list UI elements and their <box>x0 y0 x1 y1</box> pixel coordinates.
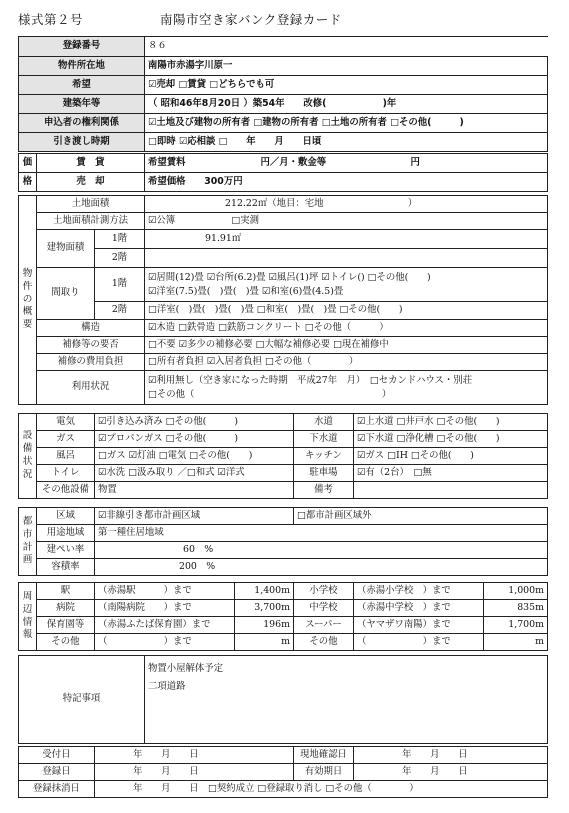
location-label: 物件所在地 <box>19 57 145 76</box>
price-side-2: 格 <box>19 173 37 192</box>
toilet-value: ☑水洗 □汲み取り ／□和式 ☑洋式 <box>95 465 294 482</box>
valid-date-label: 有効期日 <box>294 764 354 781</box>
repair-value: □不要 ☑多少の補修必要 □大幅な補修必要 □現在補修中 <box>145 337 548 354</box>
zone-value: ☑非線引き都市計画区域 <box>95 508 294 525</box>
water-label: 水道 <box>294 414 354 431</box>
surr-distance-left: 1,400m <box>235 583 294 600</box>
built-value: （ 昭和46年8月20日 ）築54年 改修( )年 <box>145 95 548 114</box>
equipment-section <box>18 413 548 499</box>
zone-value-2: □都市計画区域外 <box>294 508 548 525</box>
surr-place-right: （赤湯中学校 ）まで <box>354 600 484 617</box>
note-value <box>354 482 548 499</box>
cost-value: □所有者負担 ☑入居者負担 □その他（ ） <box>145 354 548 371</box>
gas-value: ☑プロパンガス □その他( ) <box>95 431 294 448</box>
bldg-area-label: 建物面積 <box>37 230 95 268</box>
page-title: 南陽市空き家バンク登録カード <box>160 12 342 27</box>
layout-floor1-label: 1階 <box>95 268 145 302</box>
far-value: 200 % <box>95 559 548 576</box>
surr-label-left: 駅 <box>37 583 95 600</box>
parking-label: 駐車場 <box>294 465 354 482</box>
rights-label: 申込者の権利関係 <box>19 114 145 133</box>
surr-place-left: （赤湯ふたば保育園）まで <box>95 617 235 634</box>
use-status-line-b: □その他（ ） <box>148 388 392 400</box>
cancel-date-value: 年 月 日 □契約成立 □登録取り消し □その他（ ） <box>95 781 548 798</box>
reg-date-label: 登録日 <box>19 764 95 781</box>
land-area-label: 土地面積 <box>37 196 145 213</box>
reg-no-label: 登録番号 <box>19 37 145 57</box>
surr-label-right: 中学校 <box>294 600 354 617</box>
bcr-label: 建ぺい率 <box>37 542 95 559</box>
sewer-label: 下水道 <box>294 431 354 448</box>
special-section <box>18 655 548 744</box>
price-section <box>18 153 548 192</box>
far-label: 容積率 <box>37 559 95 576</box>
sale-label: 売 却 <box>37 173 145 192</box>
surr-distance-right: 1,000m <box>484 583 548 600</box>
bath-label: 風呂 <box>37 448 95 465</box>
top-section <box>18 36 548 152</box>
sale-value: 希望価格 300万円 <box>145 173 548 192</box>
bcr-value: 60 % <box>95 542 548 559</box>
handover-value: □即時 ☑応相談 □ 年 月 日頃 <box>145 133 548 152</box>
surr-distance-right: 835m <box>484 600 548 617</box>
surroundings-section <box>18 582 548 651</box>
use-status-value <box>145 371 548 405</box>
layout-floor2-label: 2階 <box>95 302 145 320</box>
use-zone-label: 用途地域 <box>37 525 95 542</box>
rights-value: ☑土地及び建物の所有者 □建物の所有者 □土地の所有者 □その他( ) <box>145 114 548 133</box>
cost-label: 補修の費用負担 <box>37 354 145 371</box>
rent-value: 希望賃料 円／月・敷金等 円 <box>145 154 548 173</box>
surr-distance-right: m <box>484 634 548 651</box>
bldg-floor1-value: 91.91㎡ <box>145 230 548 249</box>
location-value: 南陽市赤湯字川原一 <box>145 57 548 76</box>
wish-value: ☑売却 □賃貸 □どちらでも可 <box>145 76 548 95</box>
bldg-floor2-label: 2階 <box>95 249 145 268</box>
accept-value: 年 月 日 <box>95 747 294 764</box>
surroundings-row <box>19 600 548 617</box>
surroundings-row <box>19 634 548 651</box>
other-equip-label: その他設備 <box>37 482 95 499</box>
equipment-side: 設 備 状 況 <box>19 414 37 499</box>
toilet-label: トイレ <box>37 465 95 482</box>
reg-no-value: ８６ <box>145 37 548 57</box>
struct-label: 構造 <box>37 320 145 337</box>
surr-place-right: （ ）まで <box>354 634 484 651</box>
surr-place-right: （赤湯小学校 ）まで <box>354 583 484 600</box>
layout-label: 間取り <box>37 268 95 320</box>
city-side: 都 市 計 画 <box>19 508 37 576</box>
surr-place-right: （ヤマザワ南陽）まで <box>354 617 484 634</box>
special-line-2: 二項道路 <box>148 680 186 692</box>
other-equip-value: 物置 <box>95 482 294 499</box>
rent-label: 賃 貸 <box>37 154 145 173</box>
struct-value: ☑木造 □鉄骨造 □鉄筋コンクリート □その他（ ） <box>145 320 548 337</box>
special-label: 特記事項 <box>19 656 145 744</box>
surr-distance-left: m <box>235 634 294 651</box>
wish-label: 希望 <box>19 76 145 95</box>
layout-floor1-line-b: ☑洋室(7.5)畳( )畳( )畳 ☑和室(6)畳(4.5)畳 <box>148 285 344 297</box>
bldg-floor2-value <box>145 249 548 268</box>
surr-label-left: その他 <box>37 634 95 651</box>
use-status-line-a: ☑利用無し（空き家になった時期 平成27年 月） □セカンドハウス・別荘 <box>148 374 473 386</box>
zone-label: 区域 <box>37 508 95 525</box>
surr-place-left: （ ）まで <box>95 634 235 651</box>
kitchen-label: キッチン <box>294 448 354 465</box>
surroundings-side: 周 辺 情 報 <box>19 583 37 651</box>
elec-label: 電気 <box>37 414 95 431</box>
kitchen-value: ☑ガス □IH □その他( ) <box>354 448 548 465</box>
site-check-value: 年 月 日 <box>354 747 548 764</box>
footer-section <box>18 746 548 798</box>
reg-date-value: 年 月 日 <box>95 764 294 781</box>
surr-label-right: その他 <box>294 634 354 651</box>
site-check-label: 現地確認日 <box>294 747 354 764</box>
surr-place-left: （赤湯駅 ）まで <box>95 583 235 600</box>
sewer-value: ☑下水道 □浄化槽 □その他( ) <box>354 431 548 448</box>
parking-value: ☑有（2台） □無 <box>354 465 548 482</box>
accept-label: 受付日 <box>19 747 95 764</box>
note-label: 備考 <box>294 482 354 499</box>
surr-label-left: 保育園等 <box>37 617 95 634</box>
surr-label-right: スーパー <box>294 617 354 634</box>
handover-label: 引き渡し時期 <box>19 133 145 152</box>
price-side-1: 価 <box>19 154 37 173</box>
form-number: 様式第２号 <box>18 12 84 27</box>
city-section <box>18 507 548 576</box>
measure-label: 土地面積計測方法 <box>37 213 145 230</box>
land-area-value: 212.22㎡（地目：宅地 ） <box>145 196 548 213</box>
overview-side: 物 件 の 概 要 <box>19 196 37 405</box>
surr-label-right: 小学校 <box>294 583 354 600</box>
surr-distance-left: 3,700m <box>235 600 294 617</box>
bldg-floor1-label: 1階 <box>95 230 145 249</box>
cancel-date-label: 登録抹消日 <box>19 781 95 798</box>
surr-distance-left: 196m <box>235 617 294 634</box>
use-zone-value: 第一種住居地域 <box>95 525 548 542</box>
layout-floor2-value: □洋室( )畳( )畳( )畳 □和室( )畳( )畳 □その他( ) <box>145 302 548 320</box>
surr-place-left: （南陽病院 ）まで <box>95 600 235 617</box>
measure-value: ☑公簿 □実測 <box>145 213 548 230</box>
surroundings-row <box>19 617 548 634</box>
gas-label: ガス <box>37 431 95 448</box>
surroundings-row <box>19 583 548 600</box>
layout-floor1-value <box>145 268 548 302</box>
overview-section <box>18 195 548 405</box>
elec-value: ☑引き込み済み □その他( ) <box>95 414 294 431</box>
water-value: ☑上水道 □井戸水 □その他( ) <box>354 414 548 431</box>
bath-value: □ガス ☑灯油 □電気 □その他( ) <box>95 448 294 465</box>
surr-label-left: 病院 <box>37 600 95 617</box>
surr-distance-right: 1,700m <box>484 617 548 634</box>
special-value <box>145 656 548 744</box>
special-line-1: 物置小屋解体予定 <box>148 663 224 674</box>
repair-label: 補修等の要否 <box>37 337 145 354</box>
built-label: 建築年等 <box>19 95 145 114</box>
use-status-label: 利用状況 <box>37 371 145 405</box>
valid-date-value: 年 月 日 <box>354 764 548 781</box>
layout-floor1-line-a: ☑居間(12)畳 ☑台所(6.2)畳 ☑風呂(1)坪 ☑トイレ() □その他( ) <box>148 271 431 283</box>
